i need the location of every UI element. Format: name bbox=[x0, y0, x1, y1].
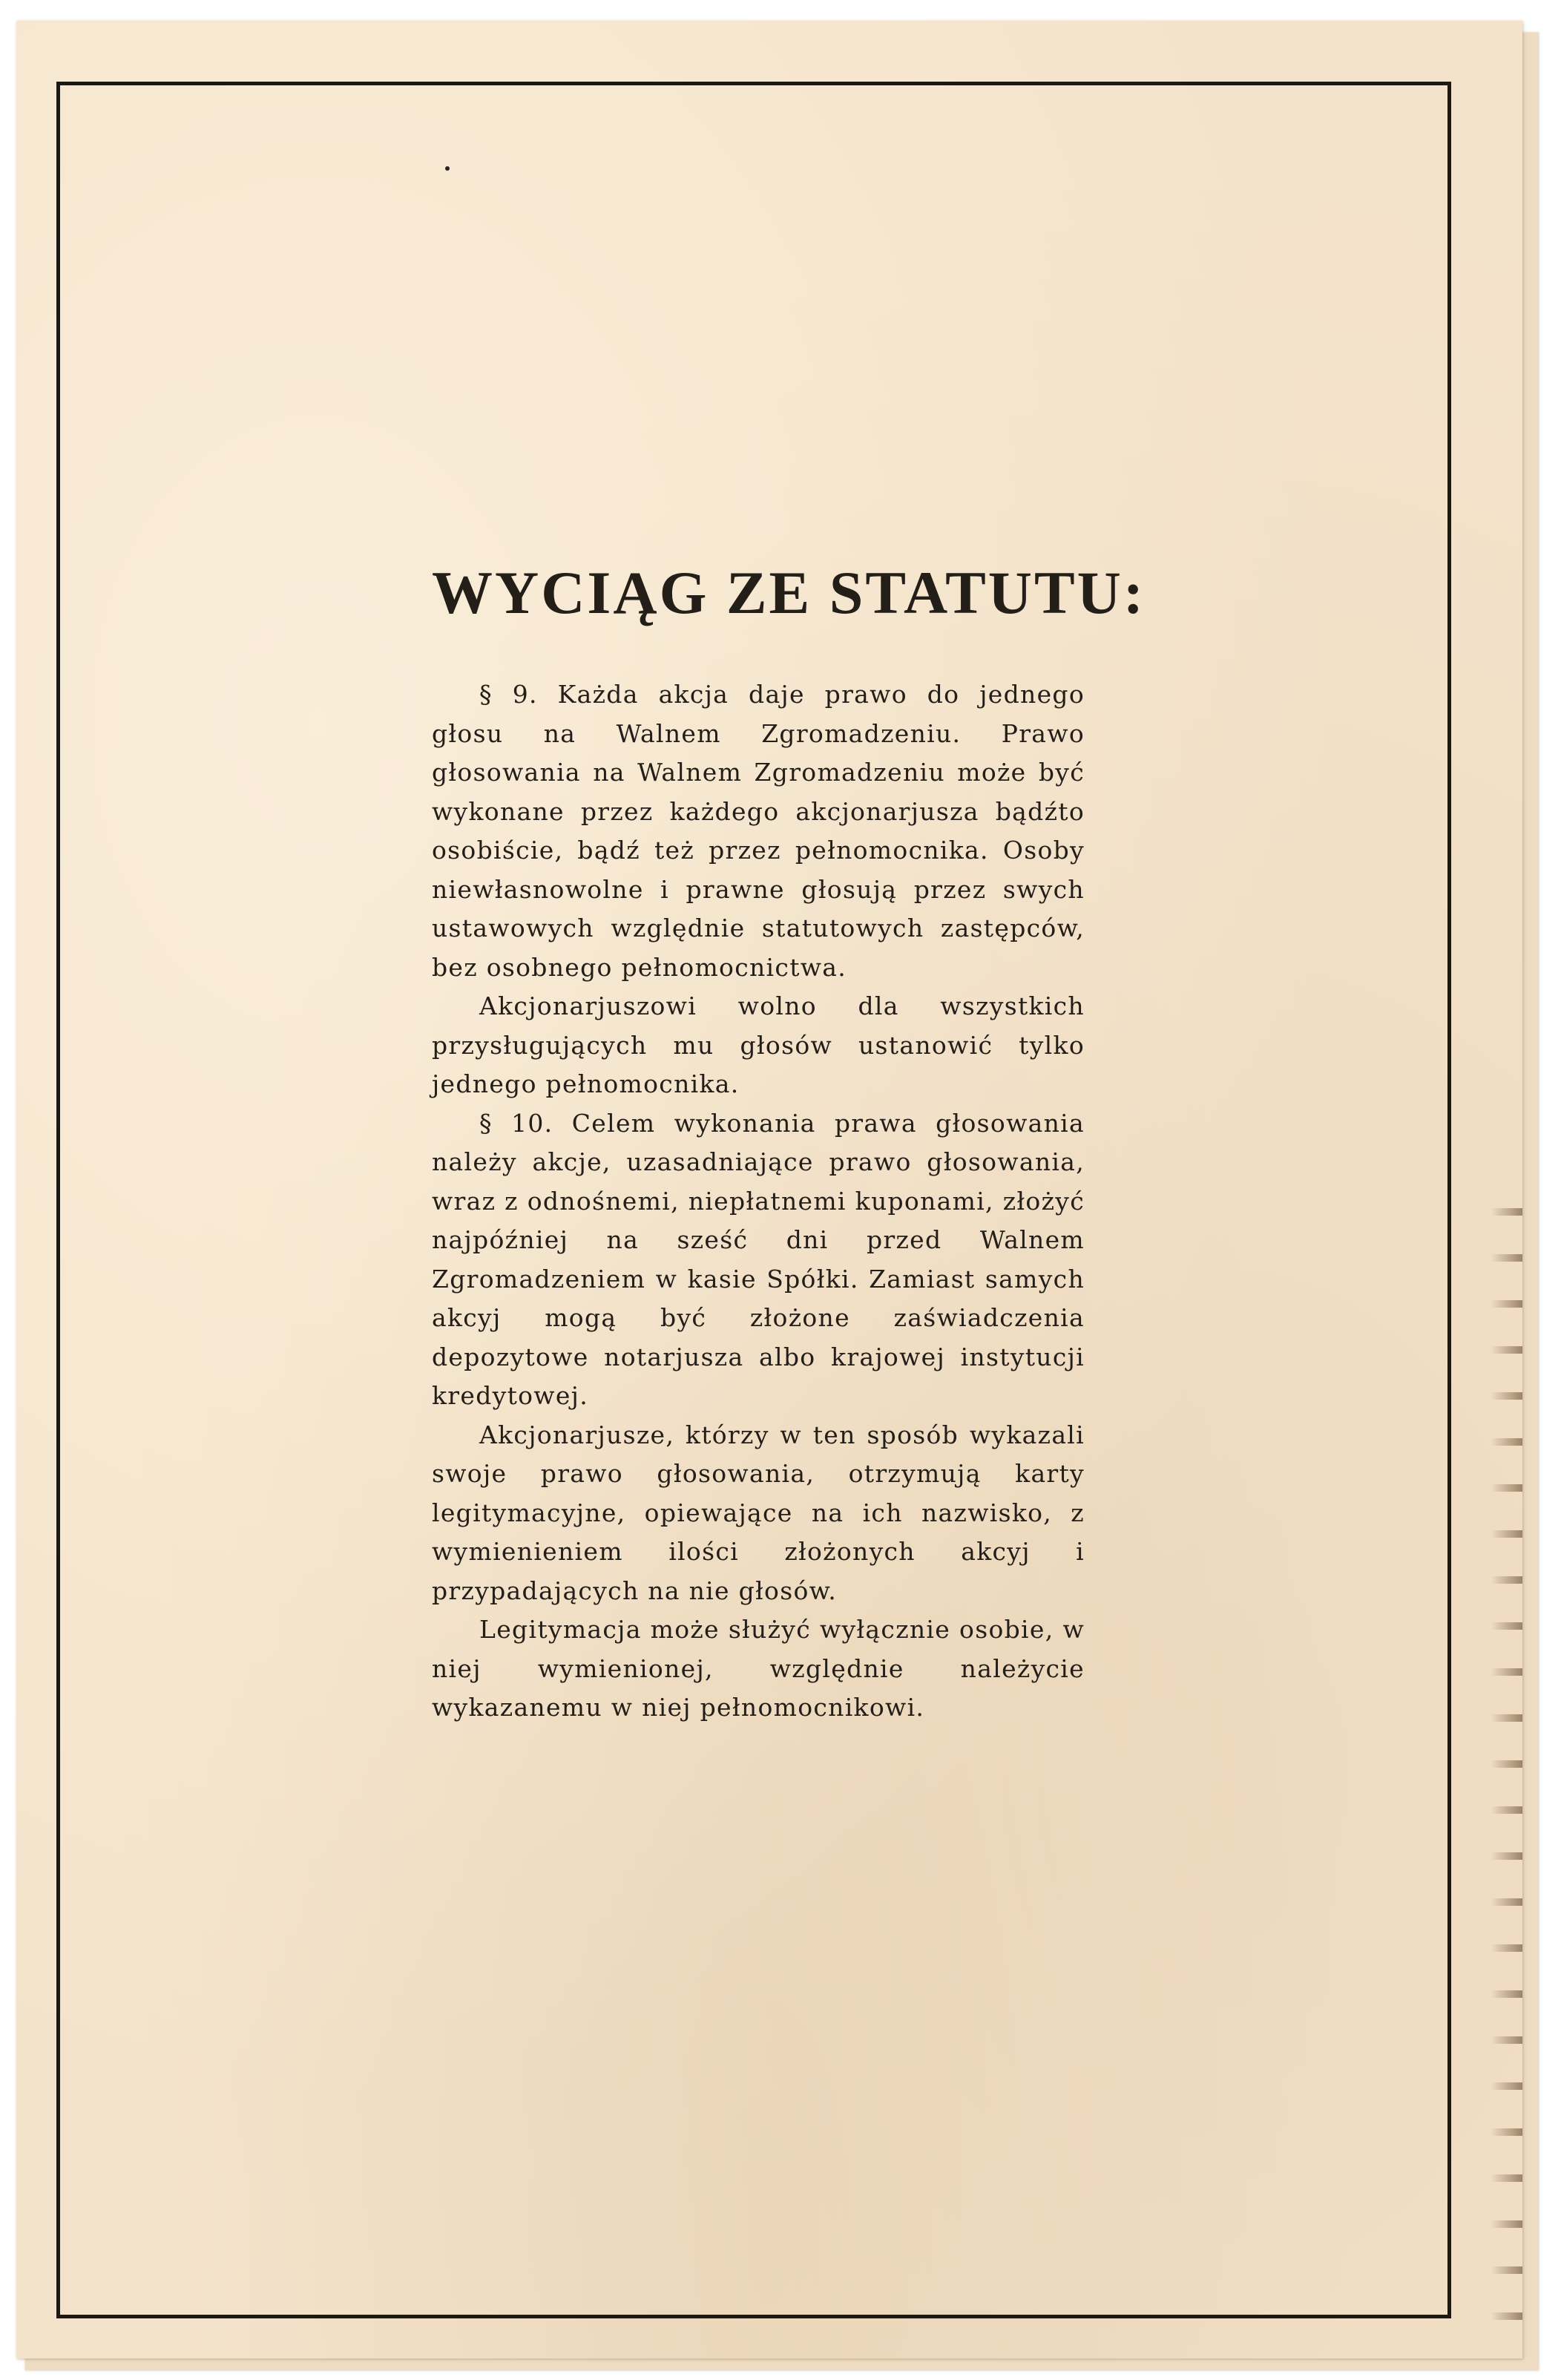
statute-excerpt bbox=[432, 559, 1146, 1728]
page-title: WYCIĄG ZE STATUTU: bbox=[432, 559, 1146, 626]
paragraph-9: § 9. Każda akcja daje prawo do jednego głosu na Walnem Zgromadzeniu. Prawo głosowania na Walnem Zgromadzeniu może być wykonane przez każdego akcjonarjusza bądźto osobiście, bądź też przez pełnomocnika. Osoby niewłasnowolne i prawne głosują przez swych ustawowych względnie statutowych zastępców, bez osobnego pełnomocnictwa. bbox=[432, 680, 1085, 982]
paragraph-10: § 10. Celem wykonania prawa głosowania należy akcje, uzasadniające prawo głosowania, wraz z odnośnemi, niepłatnemi kuponami, złożyć najpóźniej na sześć dni przed Walnem Zgromadzeniem w kasie Spółki. Zamiast samych akcyj mogą być złożone zaświadczenia depozytowe notarjusza albo krajowej instytucji kredytowej. bbox=[432, 1108, 1085, 1410]
paragraph-10-legitimation: Legitymacja może służyć wyłącznie osobie, w niej wymienionej, względnie należycie wykazanemu w niej pełnomocnikowi. bbox=[432, 1615, 1085, 1722]
paragraph-9-proxy: Akcjonarjuszowi wolno dla wszystkich przysługujących mu głosów ustanowić tylko jednego pełnomocnika. bbox=[432, 991, 1085, 1098]
border-ornament bbox=[1491, 1208, 1522, 2344]
document-page bbox=[16, 21, 1522, 2358]
ink-dot bbox=[445, 166, 450, 171]
paragraph-10-cards: Akcjonarjusze, którzy w ten sposób wykazali swoje prawo głosowania, otrzymują karty legitymacyjne, opiewające na ich nazwisko, z wymienieniem ilości złożonych akcyj i przypadających na nie głosów. bbox=[432, 1420, 1085, 1605]
